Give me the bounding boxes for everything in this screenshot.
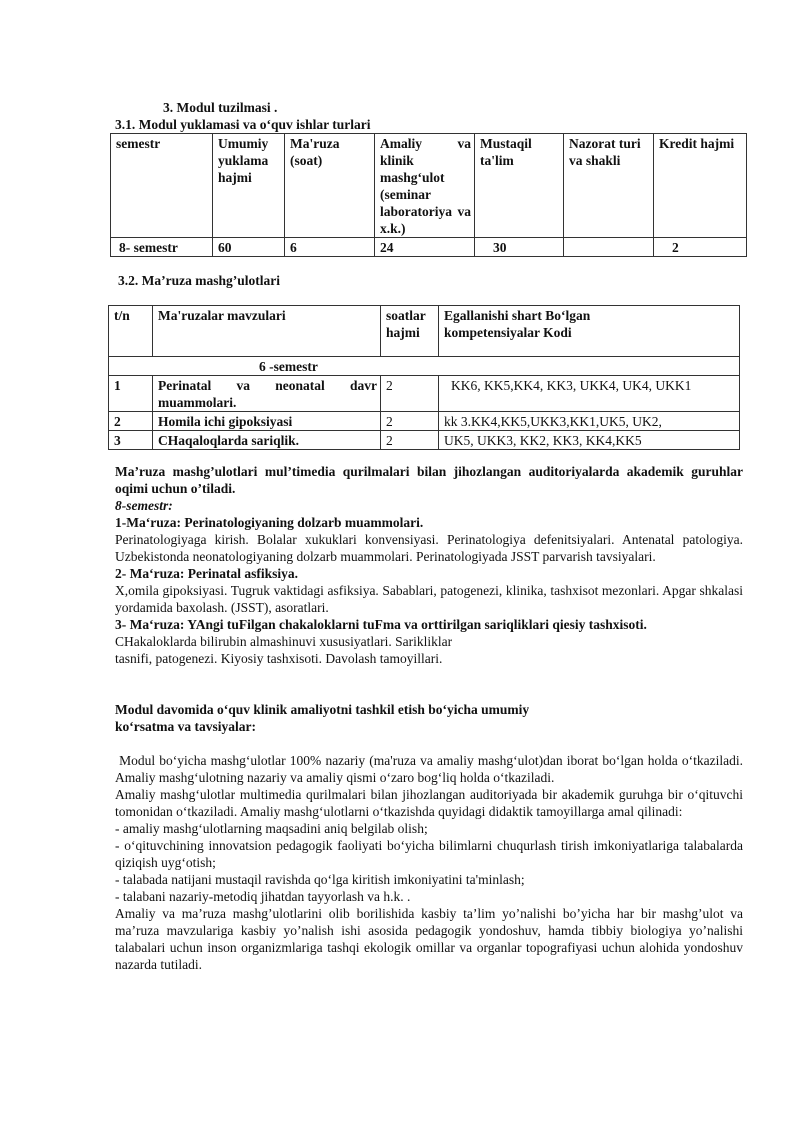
table-header-row bbox=[109, 306, 740, 357]
lecture-3-title: 3- Ma‘ruza: YAngi tuFilgan chakaloklarni tuFma va orttirilgan sariqliklari qiesiy tashxisoti. bbox=[115, 617, 647, 632]
guidance-bullet: - talabani nazariy-metodiq jihatdan tayyorlash va h.k. . bbox=[115, 889, 411, 904]
lecture-2-body: X,omila gipoksiyasi. Tugruk vaktidagi asfiksiya. Sabablari, patogenezi, klinika, tashxisot mezonlari. Apgar shkalasi yordamida baxolash. (JSST), asoratlari. bbox=[115, 583, 743, 615]
guidance-bullet: - talabada natijani mustaqil ravishda qo‘lga kiritish imkoniyatini ta'minlash; bbox=[115, 872, 525, 887]
table-row bbox=[111, 238, 747, 257]
cell-topic: CHaqaloqlarda sariqlik. bbox=[153, 431, 381, 450]
header-cell-semestr: semestr bbox=[111, 134, 213, 238]
cell-competency: kk 3.KK4,KK5,UKK3,KK1,UK5, UK2, bbox=[439, 412, 740, 431]
cell-topic: Homila ichi gipoksiyasi bbox=[153, 412, 381, 431]
cell-hours: 2 bbox=[381, 412, 439, 431]
cell-number: 2 bbox=[109, 412, 153, 431]
section-heading-3-1: 3.1. Modul yuklamasi va o‘quv ishlar turlari bbox=[115, 117, 371, 132]
guidance-bullet: - amaliy mashg‘ulotlarning maqsadini aniq belgilab olish; bbox=[115, 821, 428, 836]
semester-label: 8-semestr: bbox=[115, 498, 173, 513]
table-header-row bbox=[111, 134, 747, 238]
header-cell-competencies: Egallanishi shart Bo‘lgan kompetensiyalar Kodi bbox=[439, 306, 740, 357]
cell-hours: 2 bbox=[381, 376, 439, 412]
cell-lecture: 6 bbox=[285, 238, 375, 257]
cell-topic: Perinatal va neonatal davr muammolari. bbox=[153, 376, 381, 412]
header-cell-topics: Ma'ruzalar mavzulari bbox=[153, 306, 381, 357]
guidance-title-line-2: ko‘rsatma va tavsiyalar: bbox=[115, 719, 256, 734]
lecture-1-body: Perinatologiyaga kirish. Bolalar xukuklari konvensiyasi. Perinatologiya defenitsiyalari. Antenatal patologiya. Uzbekistonda neonatologiyaning dolzarb muammolari. Perinatologiyada JSST parvarish tavsiyalari. bbox=[115, 532, 743, 564]
guidance-paragraph-2: Amaliy mashg‘ulotlar multimedia qurilmalari bilan jihozlangan auditoriyada bir akademik guruhga bir o‘qituvchi tomonidan o‘tkaziladi. Amaliy mashg‘ulotlarni o‘tkazishda quyidagi didaktik tamoyillarga amal qilinadi: bbox=[115, 787, 743, 819]
header-cell-number: t/n bbox=[109, 306, 153, 357]
cell-credit: 2 bbox=[654, 238, 747, 257]
lecture-3-body-line-2: tasnifi, patogenezi. Kiyosiy tashxisoti. Davolash tamoyillari. bbox=[115, 651, 443, 666]
semester-cell: 6 -semestr bbox=[109, 357, 740, 376]
lecture-2-title: 2- Ma‘ruza: Perinatal asfiksiya. bbox=[115, 566, 298, 581]
guidance-section bbox=[115, 752, 746, 973]
table-row bbox=[109, 376, 740, 412]
header-cell-credit: Kredit hajmi bbox=[654, 134, 747, 238]
cell-total-load: 60 bbox=[213, 238, 285, 257]
module-load-table bbox=[110, 133, 747, 257]
cell-independent: 30 bbox=[475, 238, 564, 257]
cell-control bbox=[564, 238, 654, 257]
header-cell-practical: Amaliy va klinik mashg‘ulot (seminar laboratoriya va x.k.) bbox=[375, 134, 475, 238]
cell-hours: 2 bbox=[381, 431, 439, 450]
guidance-bullet: - o‘qituvchining innovatsion pedagogik faoliyati bo‘yicha bilimlarni chuqurlash tirish imkoniyatlariga talabalarda qiziqish uyg‘otish; bbox=[115, 838, 743, 870]
table-row bbox=[109, 431, 740, 450]
guidance-paragraph-1: Modul bo‘yicha mashg‘ulotlar 100% nazariy (ma'ruza va amaliy mashg‘ulot)dan iborat bo‘lgan holda o‘tkaziladi. Amaliy mashg‘ulotning nazariy va amaliy qismi o‘zaro bog‘liq holda o‘tkaziladi. bbox=[115, 753, 746, 785]
header-cell-lecture: Ma'ruza (soat) bbox=[285, 134, 375, 238]
header-cell-control: Nazorat turi va shakli bbox=[564, 134, 654, 238]
cell-semestr: 8- semestr bbox=[111, 238, 213, 257]
table-row bbox=[109, 412, 740, 431]
guidance-title-line-1: Modul davomida o‘quv klinik amaliyotni tashkil etish bo‘yicha umumiy bbox=[115, 702, 530, 717]
intro-text: Ma’ruza mashg’ulotlari mul’timedia qurilmalari bilan jihozlangan auditoriyalarda akademik guruhlar oqimi uchun o’tiladi. bbox=[115, 464, 743, 496]
header-cell-total-load: Umumiy yuklama hajmi bbox=[213, 134, 285, 238]
semester-row bbox=[109, 357, 740, 376]
section-heading-3: 3. Modul tuzilmasi . bbox=[163, 100, 278, 115]
lecture-3-body-line-1: CHakaloklarda bilirubin almashinuvi xususiyatlari. Sarikliklar bbox=[115, 634, 453, 649]
guidance-paragraph-3: Amaliy va ma’ruza mashg’ulotlarini olib borilishida kasbiy ta’lim yo’nalishi bo’yicha har bir mashg’ulot va ma’ruza mavzulariga kasbiy yo’nalish ishi asosida pedagogik yondoshuv, hamda tibbiy biologiya yo’nalishi talabalari uchun inson organizmlariga tashqi ekologik omillar va organlar topografiyasi uchun alohida yondoshuv nazarda tutiladi. bbox=[115, 906, 743, 972]
lecture-topics-table bbox=[108, 305, 740, 450]
cell-number: 3 bbox=[109, 431, 153, 450]
cell-competency: UK5, UKK3, KK2, KK3, KK4,KK5 bbox=[439, 431, 740, 450]
section-heading-3-2: 3.2. Ma’ruza mashg’ulotlari bbox=[118, 273, 280, 288]
lecture-1-title: 1-Ma‘ruza: Perinatologiyaning dolzarb muammolari. bbox=[115, 515, 424, 530]
lectures-section bbox=[115, 463, 743, 667]
header-cell-hours: soatlar hajmi bbox=[381, 306, 439, 357]
cell-competency: KK6, KK5,KK4, KK3, UKK4, UK4, UKK1 bbox=[439, 376, 740, 412]
header-cell-independent: Mustaqil ta'lim bbox=[475, 134, 564, 238]
cell-number: 1 bbox=[109, 376, 153, 412]
cell-practical: 24 bbox=[375, 238, 475, 257]
